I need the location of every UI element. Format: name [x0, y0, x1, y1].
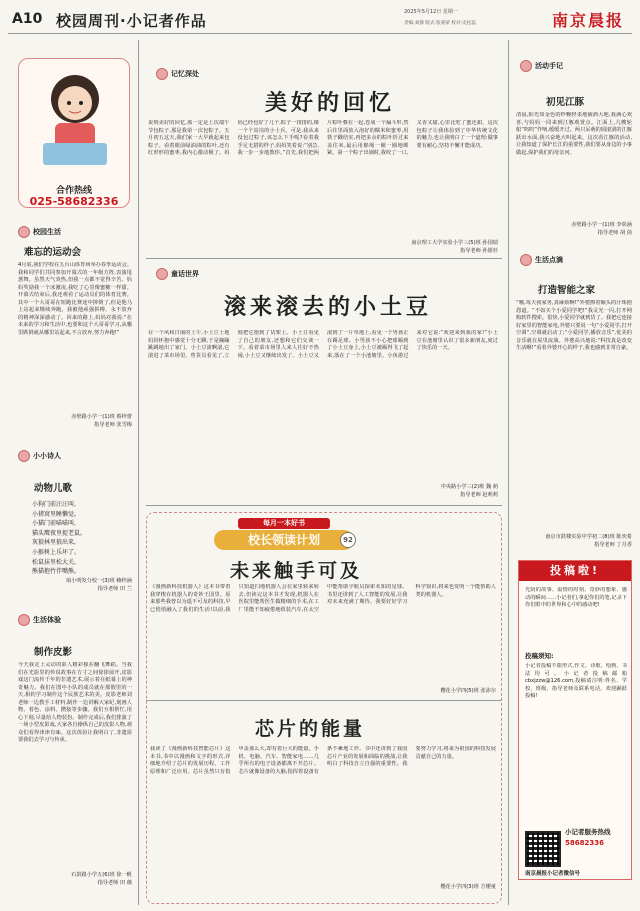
- tag-life-moments: 生活点滴: [520, 254, 563, 266]
- poem-title: 动物儿歌: [34, 483, 73, 494]
- article-title-potato: 滚来滚去的小土豆: [223, 294, 432, 320]
- tag-icon: [520, 60, 532, 72]
- article-author: 赤壁路小学一(1)班 蔡梓蕾: [71, 414, 132, 420]
- poem-body: 小狗门前汪汪叫, 小猪窝里睡懒觉。 小猫门前喵喵叫, 猫头鹰夜里捉老鼠。 灰狼林里狼出来, 小猴树上乐坏了。 松鼠抹里松大关, 熊猫抱竹伴嘴熊。: [32, 501, 87, 576]
- tag-life-experience: 生活体验: [18, 614, 61, 626]
- submission-intro: 光阴的故事、温情的时刻、奇妙的想象、感动的瞬间……小记者们,拿起你们的笔,记录下你们眼中的世界和心中的感动吧!: [525, 587, 627, 609]
- article-author: 南京市鼓楼实验中学初二(8)班 陈奕希: [545, 534, 632, 540]
- issue-date: 2025年5月12日 星期一: [404, 9, 458, 15]
- submission-rules: 小记者投稿不限形式,作文、诗歌、绘画、书法均可。小记者投稿邮箱 cbxjzzw@126.com,投稿请注明:姓名、学校、班级、指导老师及联系电话。欢迎踊跃投稿!: [525, 663, 627, 700]
- article-body: 4月底,我们学校在五台山体育场举办春季运动会。我和同学们共同参加开幕式的一年级方阵,表演甩葱舞。虽然天气炎热,但我一点都不觉得辛苦。妈妈奖励我一个冰激凌,我吃了心里像蜜糖一样甜。开幕式结束后,我还观看了运动员们的体育比赛。其中一个大哥哥在短跑比赛途中摔倒了,但是他马上站起来继续奔跑。我被他顽强拼搏、永不放弃的精神深深感动了。回来的路上,妈妈对我说:“在未来的学习和生活中,也要和这个大哥哥学习,从哪里跌倒就从哪里站起来,不言放弃,努力奔跑!”: [18, 262, 132, 336]
- row-divider: [146, 258, 502, 259]
- tag-little-poet: 小小诗人: [18, 450, 61, 462]
- article-author: 石鼓路小学五(6)班 徐一帆: [71, 872, 132, 878]
- badge-main: 校长领读计划: [214, 530, 354, 550]
- tag-icon: [18, 226, 30, 238]
- tag-icon: [18, 450, 30, 462]
- article-teacher: 指导老师 孙银杉: [460, 248, 498, 254]
- article-title: 难忘的运动会: [24, 247, 82, 258]
- service-hotline-label: 小记者服务热线: [565, 828, 611, 836]
- article-teacher: 指导老师 胡 茵: [597, 230, 632, 236]
- badge-top: 每月一本好书: [238, 518, 330, 529]
- submission-rules-title: 投稿须知:: [525, 652, 554, 660]
- column-divider: [138, 40, 139, 905]
- tag-icon: [156, 268, 168, 280]
- tag-activity-notes: 活动手记: [520, 60, 563, 72]
- book-reading-badge: [214, 518, 354, 552]
- article-teacher: 指导老师 赵莉莉: [460, 492, 498, 498]
- article-body-memory: 说到美好的回忆,那一定是上次端午节包粽子,那是我第一次包粽子。五月初五这天,我们家一大早就起来包粽子。看着眼前绿油油的粽叶,还有红形形的蜜枣,我内心激动极了。妈妈已经包好了几个,粽子一排排的,像一个个站岗的小士兵。可是,我从来没包过粽子,该怎么下手呢?看着我手足无措的样子,妈妈笑着说:“别急,我一步一步地教你。”首先,我们把两片粽叶叠在一起,卷成一个漏斗形,然后往里面放入泡好的糯米和蜜枣,用筷子戳结实,再把多余的粽叶折过来盖住米,最后用棉绳一圈一圈地绑紧。第一个粽子出锅时,我咬了一口,又香又甜,心里比吃了蜜还甜。这次包粽子让我体验到了中华传统文化的魅力,也让我明白了一个道理:做事要有耐心,坚持不懈才能成功。: [148, 120, 498, 157]
- tag-icon: [18, 614, 30, 626]
- hotline-box: [18, 58, 130, 208]
- page-number: A10: [12, 11, 43, 27]
- tag-campus-life: 校园生活: [18, 226, 61, 238]
- tag-icon: [520, 254, 532, 266]
- page-header: [8, 6, 632, 34]
- tag-memory: 记忆深处: [156, 68, 199, 80]
- article-body-future: 《漫画新科技机器人》这本书带着我穿梭在机器人的奇妙王国里。原来那些我曾以为遥不可及的科技,早已悄悄融入了我们的生活!以前,我只知道扫地机器人会在家里转来转去,但读完这本书才发现,机器人在医院里能帮医生做精细的手术,在工厂里能不知疲倦地组装汽车,在太空中能帮助宇航员探索未知的星球。书里还讲到了人工智能的发展,让我对未来充满了期待。我要好好学习科学知识,将来也发明一个能帮助人类的机器人。: [150, 584, 496, 613]
- poem-author: 琅小明发分校一(3)班 赖梓涵: [65, 578, 132, 584]
- article-author: 中央路小学三(2)班 魏 萌: [440, 484, 498, 490]
- article-author: 赤壁路小学一(1)班 李彰涵: [571, 222, 632, 228]
- girl-illustration-icon: [19, 59, 131, 179]
- article-body-chip: 我读了《漫画新科技智能芯片》这本书,书中以漫画和文字的形式,详细地介绍了芯片的发展历程、工作原理和广泛应用。芯片虽然只有指甲盖那么大,却有着巨大的能量。手机、电脑、汽车、智能家电……几乎所有的电子设备都离不开芯片。芯片就像设备的大脑,指挥着设备有条不紊地工作。书中还讲到了我国芯片产业的发展和面临的挑战,让我明白了科技自立自强的重要性。我要努力学习,将来为祖国的科技发展贡献自己的力量。: [150, 746, 496, 775]
- section-title: 校园周刊·小记者作品: [56, 12, 207, 30]
- column-divider: [508, 40, 509, 905]
- tag-fairy-tale: 童话世界: [156, 268, 199, 280]
- article-title: 初见江豚: [546, 97, 585, 108]
- editor-credits: 责编:刘静 版式:张蒙蒙 校对:史松蕊: [404, 21, 476, 26]
- wechat-qr-code[interactable]: [525, 831, 561, 867]
- article-title: 制作皮影: [34, 647, 73, 658]
- tag-icon: [156, 68, 168, 80]
- article-body: 清晨,阳光如金色的纱幔轻柔地铺洒大地,我满心欢喜,与妈妈一同来到江豚观赏点。江面上,几艘轮船“呜呜”作响,缓缓开过。两只呆萌的圆滚滚的江豚跃出水面,我兴奋地大叫起来。这次看江豚的活动,让我知道了保护长江的重要性,我们要从身边的小事做起,保护我们的母亲河。: [516, 112, 632, 156]
- article-title-future: 未来触手可及: [229, 560, 362, 582]
- hotline-title: 合作热线: [55, 186, 92, 196]
- submission-box: [518, 560, 632, 880]
- article-teacher: 指导老师 张雪梅: [94, 422, 132, 428]
- wechat-label: 南京晨报小记者微信号: [525, 871, 581, 877]
- article-author: 樱花小学四(5)班 张沛尔: [440, 688, 496, 694]
- badge-issue-number: 92: [340, 532, 356, 548]
- article-teacher: 指导老师 丁月香: [594, 542, 632, 548]
- article-body-potato: 在一个风和日丽的上午,小土豆土地妈妈怀抱中感觉十分无聊,于是蹦蹦跳跳地出了家门。小土豆滚啊滚,它滚进了菜市场里。售货员看见了,立刻把它抱到了货架上。小土豆看见了自己的朋友,还想和它们交谈一下。看着菜市场里人来人往好不热闹,小土豆又继续出发了。小土豆又滚到了一片草地上,看见一个男孩正在踢足球。小男孩不小心把球踢到了小土豆身上,小土豆被踢得飞了起来,落在了一个小池塘里。小鱼游过来对它说:“欢迎来到我的家!”小土豆在池塘里认识了很多新朋友,度过了快乐的一天。: [148, 330, 498, 359]
- article-body: 今天我走上灵动的影人精彩独在翻飞舞蹈。当我们在光影里的传说故事在方寸之间徐徐展开,皮影戏这门流传千年的非遗艺术,展示着在纸幕上的神奇魅力。我们在图中小队的成员就在那假里的一天,相约学习制作这个民族艺术的美。皮影老师刘老师一边教手工材料,制作一边讲解大家纪,刻画人物、着色、涂料、攒接等步骤。我们互相帮忙,用心下刻,尽量给人物装扮。制作完成后,我们排演了一场小型皮影戏,大家各自操纵自己的皮影人物,观众们看得津津有味。这次体验让我明白了,非遗需要我们去学习与传承。: [18, 662, 132, 744]
- article-title-memory: 美好的回忆: [264, 90, 395, 116]
- article-author: 南京理工大学实验小学三(5)班 孙国瑞: [411, 240, 498, 246]
- submission-title: 投稿啦!: [519, 561, 631, 581]
- poem-teacher: 指导老师 田 兰: [97, 586, 132, 592]
- article-body: “哦,每天我家务,真麻烦啊!”外婆擦着额头的汗珠抱怨道。“不如买个小爱同学吧!”我灵光一闪,打开网购软件搜索。很快,小爱同学就到货了。我把它连接好家里的智能家电,外婆只要说一句“小爱同学,打开空调”,空调就启动了;“小爱同学,播放音乐”,优美的音乐就在屋里流淌。外婆高兴地说:“科技真是改变生活啊!”看着外婆开心的样子,我也感到非常自豪。: [516, 300, 632, 352]
- service-hotline-number: 58682336: [565, 839, 604, 847]
- article-title: 打造智能之家: [538, 285, 596, 296]
- article-teacher: 指导老师 田 薇: [97, 880, 132, 886]
- brand-logo: 南京晨报: [551, 11, 624, 30]
- article-author: 樱花小学四(3)班 方懂童: [440, 884, 496, 890]
- row-divider: [146, 505, 502, 506]
- article-title-chip: 芯片的能量: [254, 718, 365, 740]
- hotline-number: 025-58682336: [29, 195, 119, 208]
